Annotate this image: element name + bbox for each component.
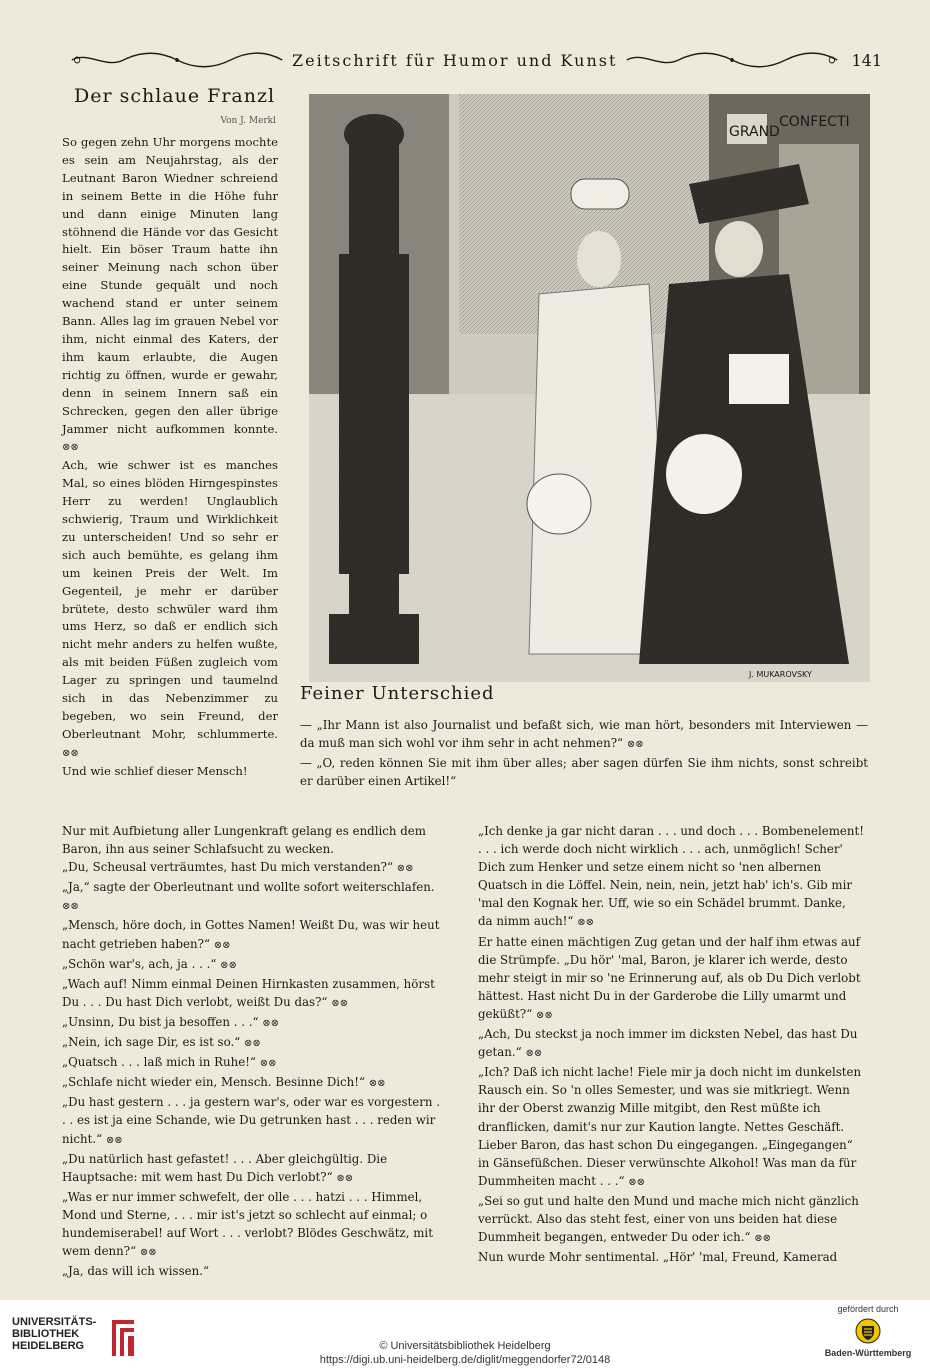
paragraph: „Du, Scheusal verträumtes, hast Du mich verstanden?“ ⊗⊗ xyxy=(62,860,414,875)
sponsor-block xyxy=(818,1304,918,1358)
page-header xyxy=(70,42,882,78)
story-column-left xyxy=(62,134,278,781)
section-mark-icon: ⊗⊗ xyxy=(525,1048,543,1060)
section-mark-icon: ⊗⊗ xyxy=(213,939,231,951)
state-crest-icon xyxy=(855,1318,881,1344)
repository-footer xyxy=(0,1300,930,1368)
paragraph: Er hatte einen mächtigen Zug getan und der half ihm etwas auf die Strümpfe. „Du hör' 'mal, Baron, je klarer ich werde, desto mehr steigt in mir so 'ne Erinnerung auf, als ob Du Dich verlobt hättest. Hast nicht Du in der Garderobe die Lilly umarmt und geküßt?“ ⊗⊗ xyxy=(478,934,861,1021)
paragraph: Ach, wie schwer ist es manches Mal, so eines blöden Hirngespinstes Herr zu werden! Unglaublich schwierig, Traum und Wirklichkeit zu unterscheiden! Und so sehr er sich auch bemühte, es gelang ihm um keinen Preis der Welt. Im Gegenteil, je mehr er darüber brütete, desto schwüler ward ihm ums Herz, so daß er endlich sich nicht mehr anders zu helfen wußte, als mit beiden Füßen zugleich vom Lager zu springen und taumelnd sich in das Nebenzimmer zu begeben, wo sein Freund, der Oberleutnant Mohr, schlummerte. ⊗⊗ xyxy=(62,458,278,759)
paragraph: „Ich denke ja gar nicht daran . . . und doch . . . Bombenelement! . . . ich werde doch nicht wirklich . . . ach, unmöglich! Scher' Dich zum Henker und setze einem nicht so 'nen albernen Quatsch in die Löffel. Nein, nein, nein, jetzt hab' ich's. Gib mir 'mal den Kognak her. Uff, wie so ein Schädel brummt. Danke, da nimm auch!“ ⊗⊗ xyxy=(478,824,864,929)
section-mark-icon: ⊗⊗ xyxy=(62,442,79,454)
section-mark-icon: ⊗⊗ xyxy=(259,1058,277,1070)
paragraph: „Sei so gut und halte den Mund und mache mich nicht gänzlich verrückt. Also das steht fest, einer von uns beiden hat diese Dummheit begangen, entweder Du oder ich.“ ⊗⊗ xyxy=(478,1193,859,1245)
story2-text xyxy=(300,716,868,790)
section-mark-icon: ⊗⊗ xyxy=(754,1233,772,1245)
section-mark-icon: ⊗⊗ xyxy=(105,1134,123,1146)
section-mark-icon: ⊗⊗ xyxy=(628,1176,646,1188)
shop-sign-grand: GRAND xyxy=(729,124,780,140)
paragraph: „Schlafe nicht wieder ein, Mensch. Besinne Dich!“ ⊗⊗ xyxy=(62,1075,386,1090)
section-mark-icon: ⊗⊗ xyxy=(626,739,644,751)
dialogue-line: — „Ihr Mann ist also Journalist und befaßt sich, wie man hört, besonders mit Interviewen — da muß man sich wohl vor ihm sehr in acht nehmen?“ ⊗⊗ xyxy=(300,718,868,751)
paragraph: „Ja,“ sagte der Oberleutnant und wollte sofort weiterschlafen. ⊗⊗ xyxy=(62,880,435,913)
section-mark-icon: ⊗⊗ xyxy=(396,863,414,875)
paragraph: „Ach, Du steckst ja noch immer im dicksten Nebel, das hast Du getan.“ ⊗⊗ xyxy=(478,1027,858,1060)
paragraph: Nur mit Aufbietung aller Lungenkraft gelang es endlich dem Baron, ihn aus seiner Schlafsucht zu wecken. xyxy=(62,824,426,857)
permalink[interactable]: https://digi.ub.uni-heidelberg.de/diglit/meggendorfer72/0148 xyxy=(319,1354,611,1366)
running-title: Zeitschrift für Humor und Kunst xyxy=(292,50,618,70)
section-mark-icon: ⊗⊗ xyxy=(577,917,594,929)
paragraph: „Du natürlich hast gefastet! . . . Aber gleichgültig. Die Hauptsache: mit wem hast Du Dich verlobt?“ ⊗⊗ xyxy=(62,1151,388,1184)
section-mark-icon: ⊗⊗ xyxy=(368,1078,386,1090)
paragraph: Nun wurde Mohr sentimental. „Hör' 'mal, Freund, Kamerad xyxy=(478,1250,838,1265)
story-title: Der schlaue Franzl xyxy=(74,85,276,107)
section-mark-icon: ⊗⊗ xyxy=(331,997,348,1009)
paragraph: „Nein, ich sage Dir, es ist so.“ ⊗⊗ xyxy=(62,1035,261,1050)
paragraph: „Ja, das will ich wissen.“ xyxy=(62,1264,209,1279)
section-mark-icon: ⊗⊗ xyxy=(220,959,237,971)
left-ornament-icon xyxy=(70,49,284,71)
library-name: UNIVERSITÄTS- BIBLIOTHEK HEIDELBERG xyxy=(12,1316,97,1352)
section-mark-icon: ⊗⊗ xyxy=(62,901,79,913)
dialogue-line: — „O, reden können Sie mit ihm über alles; aber sagen dürfen Sie ihm nichts, sonst schreibt er darüber einen Artikel!“ xyxy=(300,756,868,789)
section-mark-icon: ⊗⊗ xyxy=(262,1017,279,1029)
story2-title: Feiner Unterschied xyxy=(300,683,495,704)
story-column-bottom-left xyxy=(62,822,444,1280)
story-author: Von J. Merkl xyxy=(220,116,276,126)
sponsor-label: gefördert durch xyxy=(837,1304,899,1314)
paragraph: Und wie schlief dieser Mensch! xyxy=(62,763,248,778)
artist-signature: J. MUKAROVSKY xyxy=(749,670,812,679)
story-column-bottom-right xyxy=(478,822,864,1266)
right-ornament-icon xyxy=(625,49,839,71)
shop-sign-confection: CONFECTI xyxy=(779,114,850,130)
section-mark-icon: ⊗⊗ xyxy=(62,747,79,759)
paragraph: So gegen zehn Uhr morgens mochte es sein am Neujahrstag, als der Leutnant Baron Wiedner schreiend in seinem Bette in die Höhe fuhr und dann einige Minuten lang stöhnend die Hände vor das Gesicht hielt. Ein böser Traum hatte ihn seiner Meinung nach schon über eine Stunde gequält und noch wachend stand er unter seinem Bann. Alles lag im grauen Nebel vor ihm, nicht einmal des Katers, der ihm kaum erlaubte, die Augen richtig zu öffnen, wurde er gewahr, denn in seinem Innern saß ein Schrecken, gegen den aller übrige Jammer nicht aufkommen konnte. ⊗⊗ xyxy=(62,135,278,454)
street-scene-illustration xyxy=(309,94,870,682)
section-mark-icon: ⊗⊗ xyxy=(244,1038,261,1050)
section-mark-icon: ⊗⊗ xyxy=(336,1172,354,1184)
paragraph: „Quatsch . . . laß mich in Ruhe!“ ⊗⊗ xyxy=(62,1055,277,1070)
paragraph: „Ich? Daß ich nicht lache! Fiele mir ja doch nicht im dunkelsten Rausch ein. So 'n olles Semester, und was sie mitkriegt. Wenn ihr der Oberst zwanzig Mille mitgibt, den Rest müßte ich dranflicken, damit's nur zur Kaution langte. Nettes Geschäft. Lieber Baron, das hast schon Du eingegangen. „Eingegangen“ in Gänsefüßchen. Dieser verwünschte Alkohol! Was man da für Dummheiten macht . . .“ ⊗⊗ xyxy=(478,1065,862,1188)
paragraph: „Schön war's, ach, ja . . .“ ⊗⊗ xyxy=(62,956,237,971)
section-mark-icon: ⊗⊗ xyxy=(536,1009,553,1021)
copyright-notice: © Universitätsbibliothek Heidelberg xyxy=(379,1340,551,1352)
paragraph: „Wach auf! Nimm einmal Deinen Hirnkasten zusammen, hörst Du . . . Du hast Dich verlobt, weißt Du das?“ ⊗⊗ xyxy=(62,976,435,1009)
paragraph: „Du hast gestern . . . ja gestern war's, oder war es vorgestern . . . es ist ja eine Schande, wie Du getrunken hast . . . reden wir nicht.“ ⊗⊗ xyxy=(62,1095,440,1146)
sponsor-name: Baden-Württemberg xyxy=(824,1348,912,1358)
paragraph: „Mensch, höre doch, in Gottes Namen! Weißt Du, was wir heut nacht getrieben haben?“ ⊗⊗ xyxy=(62,918,440,951)
page-number: 141 xyxy=(851,50,882,70)
section-mark-icon: ⊗⊗ xyxy=(139,1247,157,1259)
library-mark-icon xyxy=(108,1318,138,1358)
paragraph: „Unsinn, Du bist ja besoffen . . .“ ⊗⊗ xyxy=(62,1014,279,1029)
paragraph: „Was er nur immer schwefelt, der olle . . . hatzi . . . Himmel, Mond und Sterne, . . . mir ist's jetzt so schlecht auf einmal; o hundemiserabel! auf Wort . . . verlobt? Blödes Geschwätz, mit wem denn?“ ⊗⊗ xyxy=(62,1189,433,1259)
